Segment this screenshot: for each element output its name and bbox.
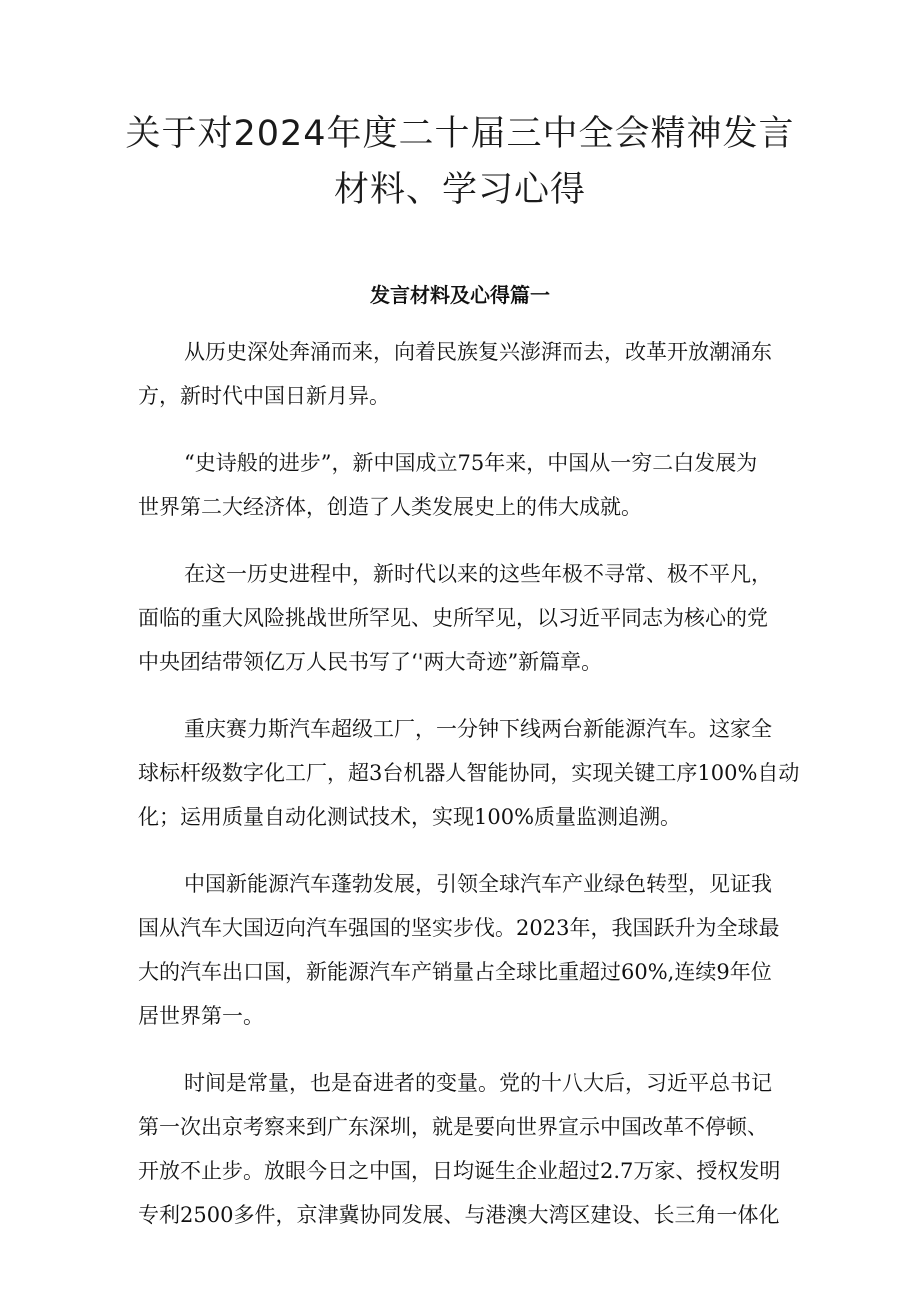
paragraph-line: 化；运用质量自动化测试技术，实现100%质量监测追溯。 (138, 805, 682, 829)
paragraph (138, 862, 798, 1038)
paragraph (138, 707, 798, 839)
paragraph-line: 专利2500多件，京津冀协同发展、与港澳大湾区建设、长三角一体化 (138, 1203, 780, 1227)
paragraph-line: 第一次出京考察来到广东深圳，就是要向世界宣示中国改革不停顿、 (138, 1115, 768, 1139)
paragraph-line: 方，新时代中国日新月异。 (138, 384, 390, 408)
paragraph-line: 开放不止步。放眼今日之中国，日均诞生企业超过2.7万家、授权发明 (138, 1159, 781, 1183)
document-title-line-2: 材料、学习心得 (333, 170, 586, 210)
paragraph-line: 世界第二大经济体，创造了人类发展史上的伟大成就。 (138, 495, 642, 519)
paragraph-line: 从历史深处奔涌而来，向着民族复兴澎湃而去，改革开放潮涌东 (184, 340, 772, 364)
paragraph-line: “史诗般的进步”，新中国成立75年来，中国从一穷二白发展为 (184, 451, 758, 475)
document-title-line-1: 关于对2024年度二十届三中全会精神发言 (125, 114, 795, 154)
paragraph-line: 居世界第一。 (138, 1004, 264, 1028)
paragraph-line: 国从汽车大国迈向汽车强国的坚实步伐。2023年，我国跃升为全球最 (138, 916, 780, 940)
paragraph-line: 重庆赛力斯汽车超级工厂，一分钟下线两台新能源汽车。这家全 (184, 717, 772, 741)
paragraph (138, 1061, 798, 1237)
paragraph-line: 大的汽车出口国，新能源汽车产销量占全球比重超过60%,连续9年位 (138, 960, 772, 984)
paragraph-line: 球标杆级数字化工厂，超3台机器人智能协同，实现关键工序100%自动 (138, 761, 800, 785)
paragraph (138, 552, 798, 684)
paragraph-line: 中国新能源汽车蓬勃发展，引领全球汽车产业绿色转型，见证我 (184, 872, 772, 896)
document-title (120, 106, 800, 218)
paragraph-line: 面临的重大风险挑战世所罕见、史所罕见，以习近平同志为核心的党 (138, 606, 768, 630)
paragraph (138, 330, 798, 418)
section-heading: 发言材料及心得篇一 (370, 283, 550, 307)
paragraph-line: 时间是常量，也是奋进者的变量。党的十八大后，习近平总书记 (184, 1071, 772, 1095)
paragraph-line: 在这一历史进程中，新时代以来的这些年极不寻常、极不平凡， (184, 562, 772, 586)
paragraph-line: 中央团结带领亿万人民书写了‘'两大奇迹”新篇章。 (138, 650, 603, 674)
document-body (138, 330, 798, 1260)
paragraph (138, 441, 798, 529)
